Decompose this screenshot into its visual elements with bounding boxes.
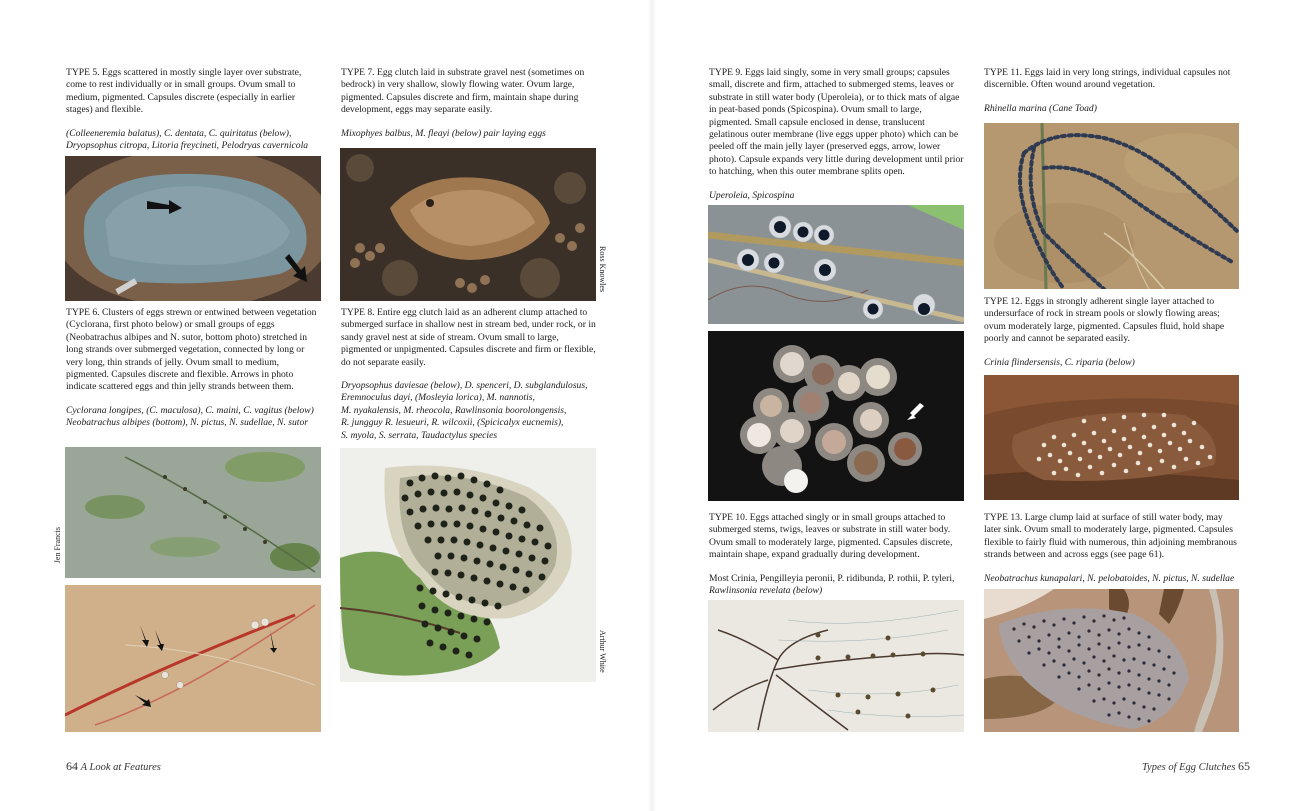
type11-description: TYPE 11. Eggs laid in very long strings, individual capsules not discernible. Often wound around vegetation.: [984, 67, 1231, 91]
type5-species: [66, 128, 322, 153]
type12-description: TYPE 12. Eggs in strongly adherent single layer attached to undersurface of rock in stream pools or slowly flowing areas; ovum moderately large, pigmented. Capsules fluid, hold shape poorly and cannot be separated easily.: [984, 296, 1225, 345]
type8-species-line: M. nyakalensis, M. rheocola, Rawlinsonia boorolongensis,: [341, 404, 567, 416]
type12-block: [984, 296, 1240, 369]
right-page: [652, 0, 1304, 811]
type6-block: [66, 307, 322, 430]
right-page-footer: [1142, 759, 1250, 774]
type5-species-line2: Dryopsophus citropa, Litoria freycineti, Pelodryas cavernicola: [66, 140, 309, 152]
type11-species-line1: Rhinella marina (Cane Toad): [984, 102, 1097, 114]
type8-species: [341, 380, 597, 442]
type10-species-line2: Rawlinsonia revelata (below): [709, 585, 823, 597]
type7-block: [341, 67, 597, 140]
type12-species: [984, 357, 1240, 369]
type5-description: TYPE 5. Eggs scattered in mostly single layer over substrate, come to rest individually or in small groups. Ovum small to medium, pigmented. Capsules discrete (especially in earlier stages) and flexible.: [66, 67, 302, 116]
type11-block: [984, 67, 1240, 115]
type5-photo: [65, 156, 321, 301]
type7-species-line1: Mixophyes balbus, M. fleayi (below) pair laying eggs: [341, 127, 546, 139]
type6-description: TYPE 6. Clusters of eggs strewn or entwined between vegetation (Cyclorana, first photo below) or small groups of eggs (Neobatrachus albipes and N. sutor, bottom photo) stretched in long strands over submerged vegetation, connected by long or very long, thin strands of jelly. Ovum small to medium, pigmented. Capsules discrete and flexible. Arrows in photo indicate scattered eggs and thin jelly strands between them.: [66, 307, 317, 393]
type11-species: [984, 103, 1240, 115]
type13-species-line1: Neobatrachus kunapalari, N. pelobatoides, N. pictus, N. sudellae: [984, 572, 1235, 584]
photo-credit-jen-francis: Jen Francis: [53, 527, 62, 564]
type10-photo: [708, 600, 964, 732]
type10-species-line1: Most Crinia, Pengilleyia peronii, P. ridibunda, P. rothii, P. tyleri,: [709, 572, 955, 584]
type9-species: [709, 190, 965, 202]
type12-photo: [984, 375, 1239, 500]
type9-block: [709, 67, 965, 202]
type6-photo-top: [65, 447, 321, 578]
type13-photo: [984, 589, 1239, 732]
type8-species-line: Eremnoculus dayi, (Mosleyia lorica), M. nannotis,: [341, 392, 535, 404]
type8-description: TYPE 8. Entire egg clutch laid as an adherent clump attached to submerged surface in shallow nest in stream bed, under rock, or in sandy gravel nest at side of stream. Ovum small to large, pigmented or unpigmented. Capsules discrete and firm or flexible, do not separate easily.: [341, 307, 596, 368]
type13-block: [984, 512, 1240, 585]
type10-block: [709, 512, 965, 597]
type5-block: [66, 67, 322, 152]
type8-photo: [340, 448, 596, 682]
type13-species: [984, 573, 1240, 585]
type11-photo: [984, 123, 1239, 289]
page-number-65: 65: [1238, 759, 1251, 773]
type12-species-line1: Crinia flindersensis, C. riparia (below): [984, 356, 1135, 368]
photo-credit-arthur-white: Arthur White: [598, 630, 607, 673]
type8-block: [341, 307, 597, 442]
type6-species: [66, 405, 322, 430]
running-title-left: A Look at Features: [80, 762, 161, 773]
type10-species: [709, 573, 965, 598]
type13-description: TYPE 13. Large clump laid at surface of still water body, may later sink. Ovum small to moderately large, pigmented. Capsules flexible to fairly fluid with numerous, thin adjoining membranous strands between and across eggs (see page 61).: [984, 512, 1237, 561]
type10-description: TYPE 10. Eggs attached singly or in small groups attached to submerged stems, twigs, leaves or substrate in still water body. Ovum small to moderately large, pigmented. Capsules discrete, maintain shape, expand gradually during development.: [709, 512, 953, 561]
type9-description: TYPE 9. Eggs laid singly, some in very small groups; capsules small, discrete and firm, attached to submerged stems, leaves or substrate in still water body (Uperoleia), or to thick mats of algae in peat-based ponds (Spicospina). Ovum small to large, pigmented. Small capsule enclosed in dense, translucent gelatinous outer membrane (live eggs upper photo) which can be peeled off the main jelly layer (preserved eggs, arrow, lower photo). Capsule expands very little during development until prior to hatching, when this outer membrane splits open.: [709, 67, 964, 178]
photo-credit-ross-knowles: Ross Knowles: [598, 246, 607, 293]
type8-species-line: S. myola, S. serrata, Taudactylus species: [341, 429, 498, 441]
page-number-64: 64: [66, 759, 78, 773]
type7-description: TYPE 7. Egg clutch laid in substrate gravel nest (sometimes on bedrock) in very shallow, slowly flowing water. Ovum large, pigmented. Capsules discrete and firm, maintain shape during development, eggs may separate easily.: [341, 67, 585, 116]
type9-photo-bottom: [708, 331, 964, 501]
type5-species-line1: (Colleeneremia balatus), C. dentata, C. quiritatus (below),: [66, 127, 292, 139]
type7-species: [341, 128, 597, 140]
running-title-right: Types of Egg Clutches: [1142, 762, 1236, 773]
type9-species-line1: Uperoleia, Spicospina: [709, 189, 795, 201]
type6-species-line2: Neobatrachus albipes (bottom), N. pictus, N. sudellae, N. sutor: [66, 417, 308, 429]
type7-photo: [340, 148, 596, 301]
type8-species-line: Dryopsophus daviesae (below), D. spenceri, D. subglandulosus,: [341, 380, 588, 392]
type6-photo-bottom: [65, 585, 321, 732]
type6-species-line1: Cyclorana longipes, (C. maculosa), C. maini, C. vagitus (below): [66, 404, 314, 416]
type8-species-line: R. jungguy R. lesueuri, R. wilcoxii, (Spicicalyx eucnemis),: [341, 417, 564, 429]
left-page-footer: [66, 759, 161, 774]
type9-photo-top: [708, 205, 964, 324]
